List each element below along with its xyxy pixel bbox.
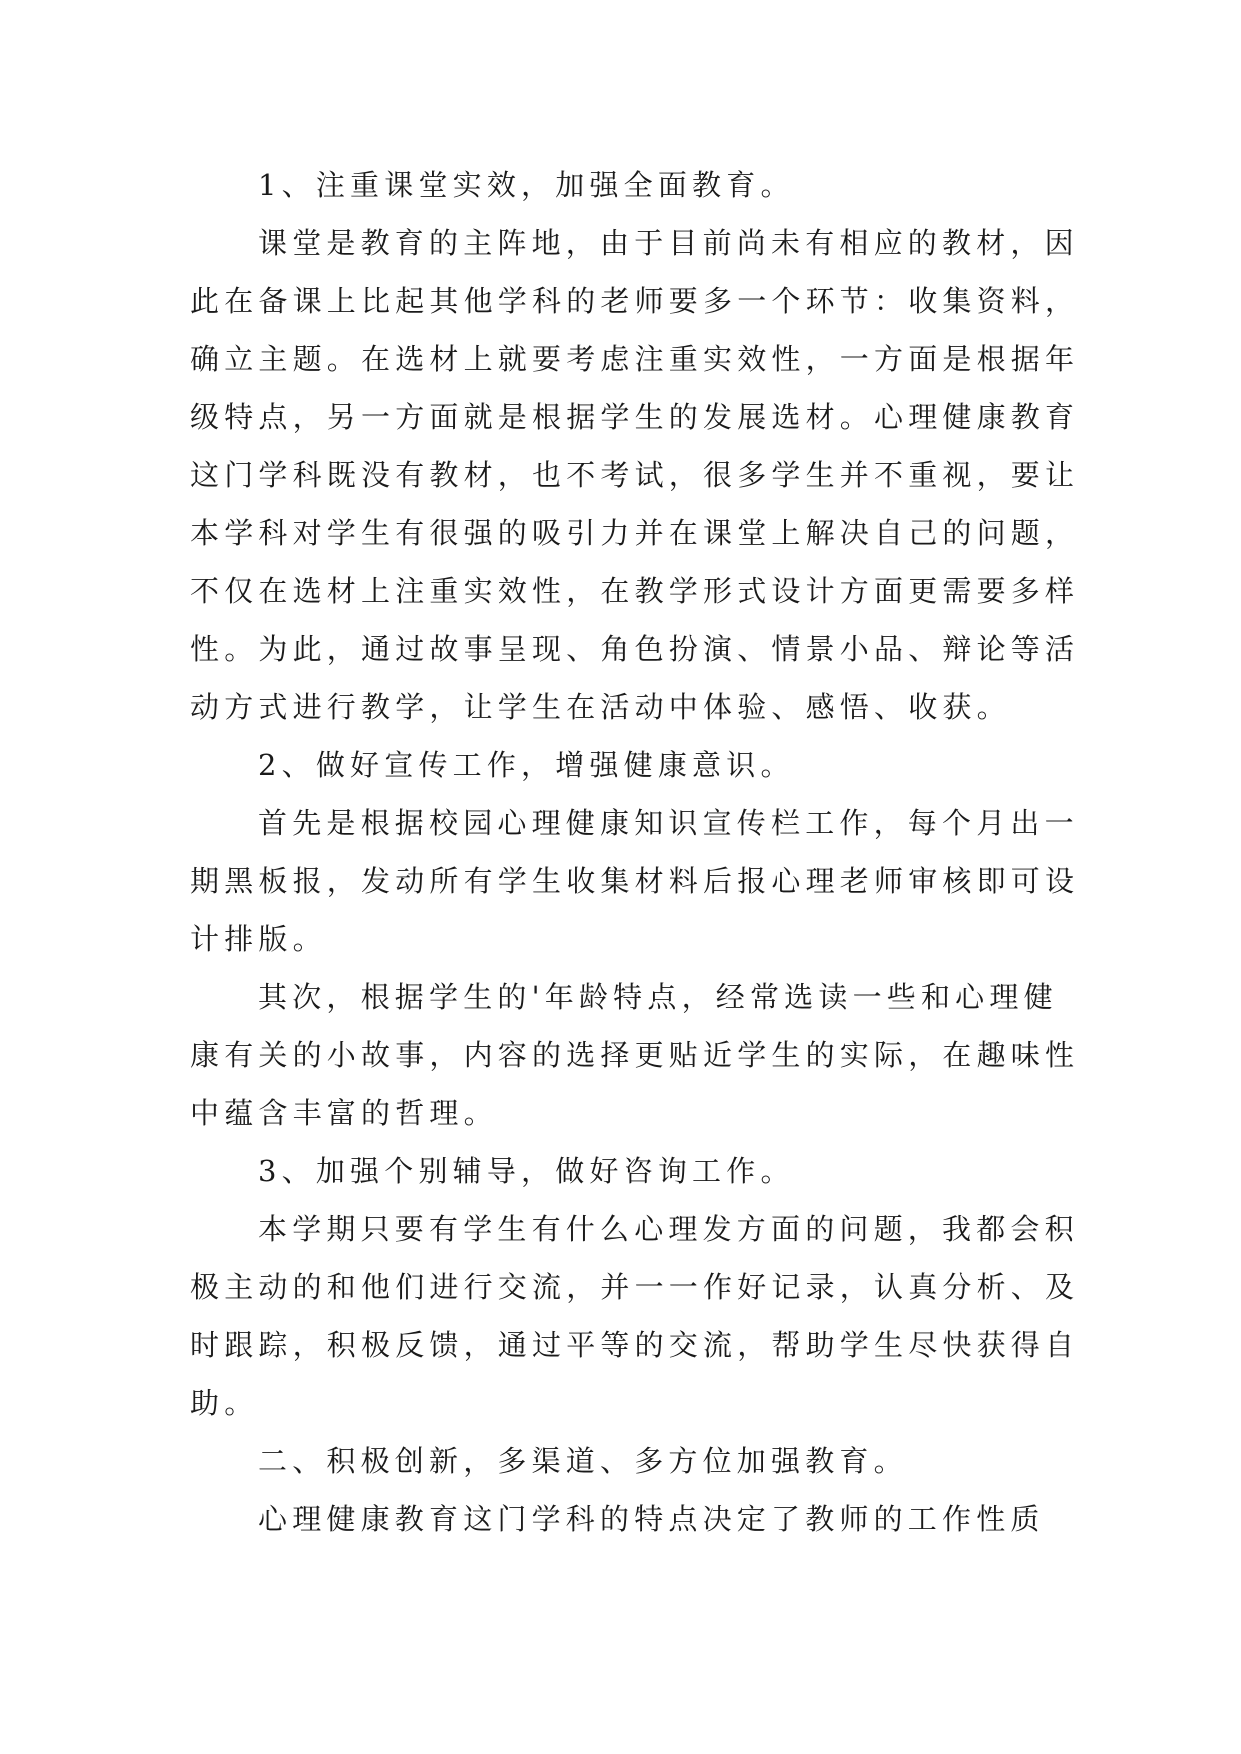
paragraph-line: 性。为此，通过故事呈现、角色扮演、情景小品、辩论等活 (190, 632, 1080, 666)
heading-3: 3、加强个别辅导，做好咨询工作。 (258, 1154, 795, 1188)
paragraph-line: 本学科对学生有很强的吸引力并在课堂上解决自己的问题， (190, 516, 1080, 550)
paragraph-line: 计排版。 (190, 922, 327, 956)
paragraph-line: 本学期只要有学生有什么心理发方面的问题，我都会积 (258, 1212, 1079, 1246)
paragraph-line: 此在备课上比起其他学科的老师要多一个环节：收集资料， (190, 284, 1080, 318)
paragraph-line: 其次，根据学生的'年龄特点，经常选读一些和心理健 (258, 980, 1058, 1014)
paragraph-line: 首先是根据校园心理健康知识宣传栏工作，每个月出一 (258, 806, 1079, 840)
paragraph-line: 课堂是教育的主阵地，由于目前尚未有相应的教材，因 (258, 226, 1079, 260)
paragraph-line: 中蕴含丰富的哲理。 (190, 1096, 498, 1130)
paragraph-line: 不仅在选材上注重实效性，在教学形式设计方面更需要多样 (190, 574, 1080, 608)
paragraph-line: 级特点，另一方面就是根据学生的发展选材。心理健康教育 (190, 400, 1080, 434)
paragraph-line: 心理健康教育这门学科的特点决定了教师的工作性质 (258, 1502, 1045, 1536)
paragraph-line: 动方式进行教学，让学生在活动中体验、感悟、收获。 (190, 690, 1011, 724)
paragraph-line: 助。 (190, 1386, 259, 1420)
paragraph-line: 这门学科既没有教材，也不考试，很多学生并不重视，要让 (190, 458, 1080, 492)
paragraph-line: 期黑板报，发动所有学生收集材料后报心理老师审核即可设 (190, 864, 1080, 898)
heading-2: 2、做好宣传工作，增强健康意识。 (258, 748, 795, 782)
paragraph-line: 康有关的小故事，内容的选择更贴近学生的实际，在趣味性 (190, 1038, 1080, 1072)
paragraph-line: 极主动的和他们进行交流，并一一作好记录，认真分析、及 (190, 1270, 1080, 1304)
heading-1: 1、注重课堂实效，加强全面教育。 (258, 168, 795, 202)
document-body (190, 156, 1080, 1548)
paragraph-line: 时跟踪，积极反馈，通过平等的交流，帮助学生尽快获得自 (190, 1328, 1080, 1362)
section-heading: 二、积极创新，多渠道、多方位加强教育。 (258, 1444, 908, 1478)
paragraph-line: 确立主题。在选材上就要考虑注重实效性，一方面是根据年 (190, 342, 1080, 376)
